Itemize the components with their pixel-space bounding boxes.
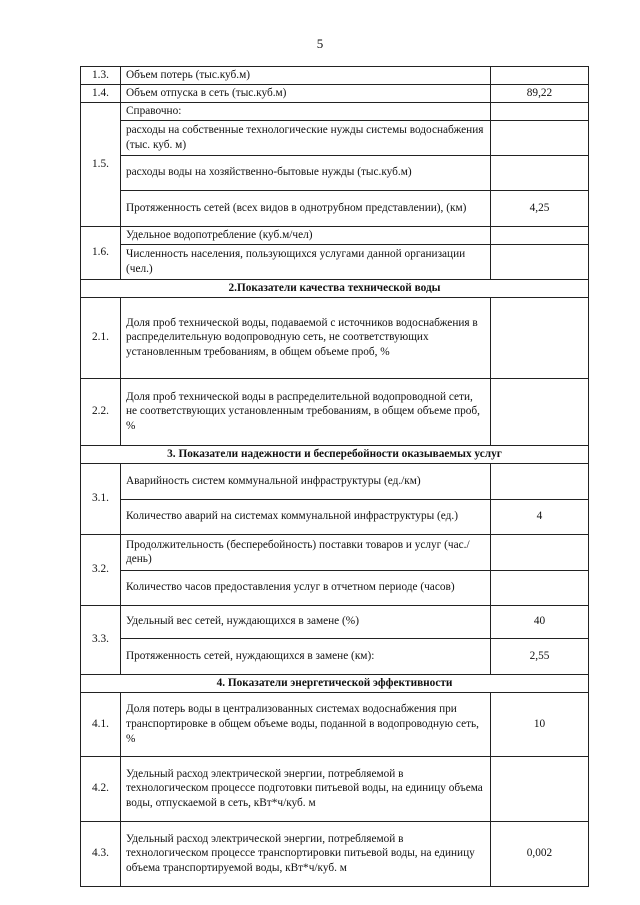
- indicator-value: [491, 155, 589, 190]
- table-row: [81, 190, 589, 226]
- indicator-name: Количество часов предоставления услуг в отчетном периоде (часов): [121, 570, 491, 605]
- table-row: [81, 85, 589, 103]
- indicator-value: [491, 226, 589, 244]
- indicator-value: 4,25: [491, 190, 589, 226]
- section-row: [81, 445, 589, 463]
- row-number: 3.1.: [81, 463, 121, 534]
- table-row: [81, 638, 589, 674]
- indicators-table: [80, 66, 589, 887]
- indicator-value: 10: [491, 692, 589, 756]
- section-row: [81, 279, 589, 297]
- indicator-name: Протяженность сетей, нуждающихся в замене (км):: [121, 638, 491, 674]
- table-row: [81, 570, 589, 605]
- indicators-table-body: [81, 67, 589, 887]
- table-row: [81, 499, 589, 534]
- row-number: 4.2.: [81, 756, 121, 821]
- row-number: 1.3.: [81, 67, 121, 85]
- indicator-name: расходы на собственные технологические нужды системы водоснабжения (тыс. куб. м): [121, 120, 491, 155]
- section-title: 4. Показатели энергетической эффективности: [81, 674, 589, 692]
- section-row: [81, 674, 589, 692]
- indicator-value: [491, 378, 589, 445]
- row-number: 3.3.: [81, 605, 121, 674]
- table-row: [81, 120, 589, 155]
- indicator-name: расходы воды на хозяйственно-бытовые нужды (тыс.куб.м): [121, 155, 491, 190]
- indicator-value: [491, 103, 589, 121]
- indicator-name: Справочно:: [121, 103, 491, 121]
- table-row: [81, 821, 589, 886]
- indicator-name: Доля проб технической воды, подаваемой с источников водоснабжения в распределительную водопроводную сеть, не соответствующих установленным требованиям, в общем объеме проб, %: [121, 297, 491, 378]
- indicator-name: Удельный расход электрической энергии, потребляемой в технологическом процессе подготовки питьевой воды, на единицу объема воды, отпускаемой в сеть, кВт*ч/куб. м: [121, 756, 491, 821]
- indicator-name: Продолжительность (бесперебойность) поставки товаров и услуг (час./день): [121, 534, 491, 570]
- indicator-name: Объем отпуска в сеть (тыс.куб.м): [121, 85, 491, 103]
- row-number: 1.5.: [81, 103, 121, 227]
- row-number: 1.6.: [81, 226, 121, 279]
- row-number: 2.2.: [81, 378, 121, 445]
- table-row: [81, 756, 589, 821]
- indicator-name: Аварийность систем коммунальной инфраструктуры (ед./км): [121, 463, 491, 499]
- table-row: [81, 244, 589, 279]
- table-row: [81, 297, 589, 378]
- row-number: 2.1.: [81, 297, 121, 378]
- indicator-name: Удельное водопотребление (куб.м/чел): [121, 226, 491, 244]
- table-row: [81, 534, 589, 570]
- row-number: 1.4.: [81, 85, 121, 103]
- table-row: [81, 226, 589, 244]
- table-row: [81, 605, 589, 638]
- indicator-value: [491, 120, 589, 155]
- indicator-name: Количество аварий на системах коммунальной инфраструктуры (ед.): [121, 499, 491, 534]
- indicator-value: [491, 297, 589, 378]
- section-title: 2.Показатели качества технической воды: [81, 279, 589, 297]
- indicator-value: 40: [491, 605, 589, 638]
- indicator-value: [491, 570, 589, 605]
- indicator-name: Доля потерь воды в централизованных системах водоснабжения при транспортировке в общем объеме воды, поданной в водопроводную сеть, %: [121, 692, 491, 756]
- indicator-name: Доля проб технической воды в распределительной водопроводной сети, не соответствующих установленным требованиям, в общем объеме проб, %: [121, 378, 491, 445]
- indicator-value: [491, 756, 589, 821]
- table-row: [81, 67, 589, 85]
- indicator-name: Удельный вес сетей, нуждающихся в замене (%): [121, 605, 491, 638]
- row-number: 4.1.: [81, 692, 121, 756]
- indicator-value: [491, 67, 589, 85]
- indicator-name: Удельный расход электрической энергии, потребляемой в технологическом процессе транспортировки питьевой воды, на единицу объема транспортируемой воды, кВт*ч/куб. м: [121, 821, 491, 886]
- indicator-name: Объем потерь (тыс.куб.м): [121, 67, 491, 85]
- section-title: 3. Показатели надежности и бесперебойности оказываемых услуг: [81, 445, 589, 463]
- table-row: [81, 155, 589, 190]
- indicator-value: [491, 463, 589, 499]
- table-row: [81, 378, 589, 445]
- table-row: [81, 103, 589, 121]
- indicator-value: 2,55: [491, 638, 589, 674]
- table-row: [81, 692, 589, 756]
- row-number: 3.2.: [81, 534, 121, 605]
- indicator-value: 0,002: [491, 821, 589, 886]
- indicator-name: Протяженность сетей (всех видов в однотрубном представлении), (км): [121, 190, 491, 226]
- indicator-value: 89,22: [491, 85, 589, 103]
- indicator-name: Численность населения, пользующихся услугами данной организации (чел.): [121, 244, 491, 279]
- table-row: [81, 463, 589, 499]
- indicator-value: 4: [491, 499, 589, 534]
- indicator-value: [491, 244, 589, 279]
- page-number: 5: [316, 36, 324, 51]
- indicator-value: [491, 534, 589, 570]
- row-number: 4.3.: [81, 821, 121, 886]
